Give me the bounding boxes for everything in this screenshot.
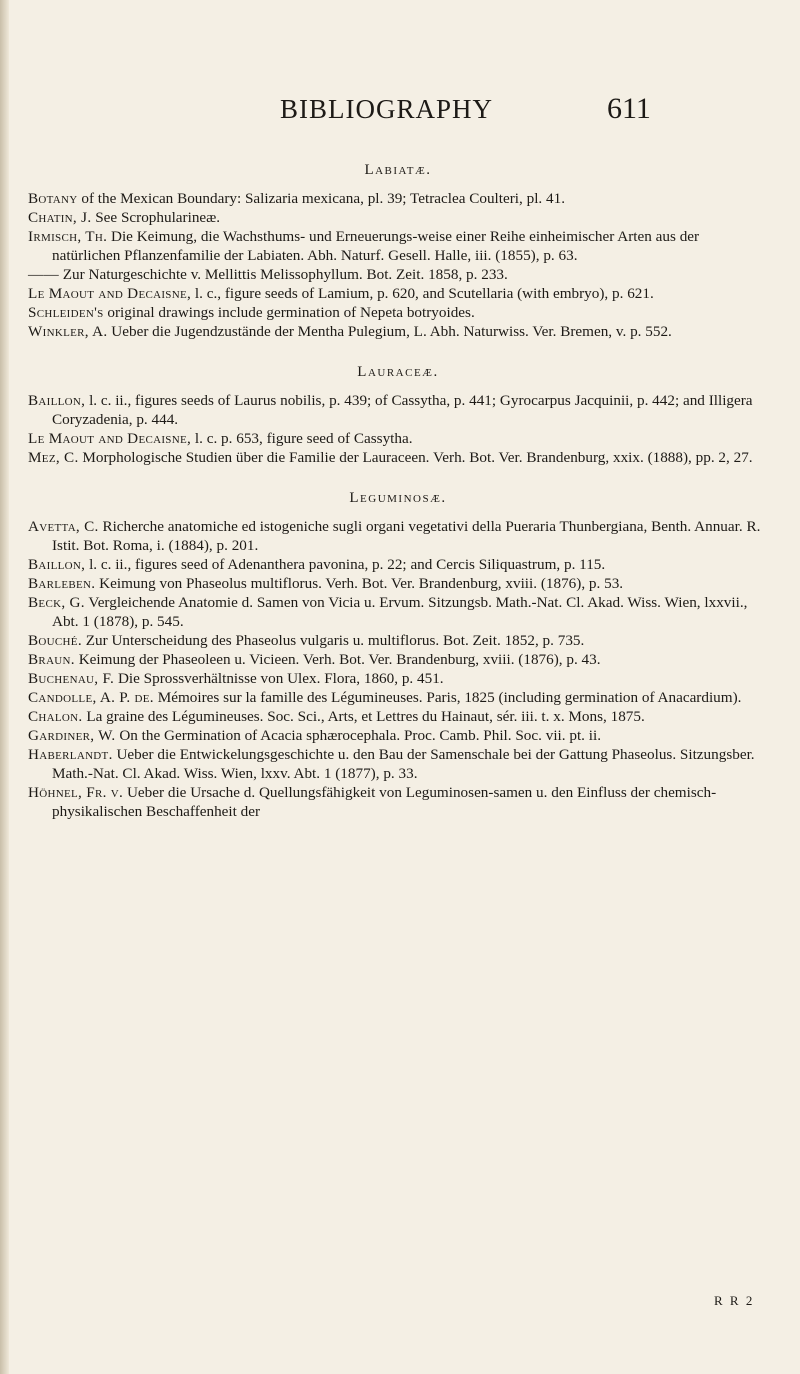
section-heading: Leguminosæ. xyxy=(349,490,447,506)
entry-author: Botany xyxy=(28,190,78,207)
bibliography-entry xyxy=(28,189,768,208)
bibliography-entry xyxy=(28,517,768,555)
entry-text: Ueber die Entwickelungsgeschichte u. den Bau der Samenschale bei der Gattung Phaseolus. Sitzungsber. Math.-Nat. Cl. Akad. Wiss. Wien, lxxv. Abt. 1 (1877), p. 33. xyxy=(52,746,755,782)
entry-text: Die Sprossverhältnisse von Ulex. Flora, 1860, p. 451. xyxy=(114,670,444,687)
entry-author: Avetta, C. xyxy=(28,518,99,535)
entry-text: Ueber die Jugendzustände der Mentha Pulegium, L. Abh. Naturwiss. Ver. Bremen, v. p. 552. xyxy=(107,323,672,340)
entry-text: original drawings include germination of Nepeta botryoides. xyxy=(103,304,475,321)
entry-author: Braun. xyxy=(28,651,75,668)
entry-text: l. c., figure seeds of Lamium, p. 620, and Scutellaria (with embryo), p. 621. xyxy=(191,285,654,302)
entry-text: Mémoires sur la famille des Légumineuses. Paris, 1825 (including germination of Anacardium). xyxy=(153,689,742,706)
section-heading: Lauraceæ. xyxy=(357,364,439,380)
bibliography-entry xyxy=(28,745,768,783)
entry-text: Zur Unterscheidung des Phaseolus vulgaris u. multiflorus. Bot. Zeit. 1852, p. 735. xyxy=(81,632,585,649)
bibliography-entry xyxy=(28,208,768,227)
bibliography-entry xyxy=(28,303,768,322)
entry-author: Candolle, A. P. de. xyxy=(28,689,154,706)
bibliography-entry xyxy=(28,650,768,669)
entry-author: Chatin, J. xyxy=(28,209,92,226)
bibliography-entry xyxy=(28,265,768,284)
entry-text: La graine des Légumineuses. Soc. Sci., Arts, et Lettres du Hainaut, sér. iii. t. x. Mons, 1875. xyxy=(82,708,645,725)
bibliography-entry xyxy=(28,555,768,574)
entry-text: Keimung der Phaseoleen u. Vicieen. Verh. Bot. Ver. Brandenburg, xviii. (1876), p. 43. xyxy=(74,651,601,668)
bibliography-entry xyxy=(28,726,768,745)
page-binding-edge xyxy=(0,0,9,1374)
entry-text: Richerche anatomiche ed istogeniche sugli organi vegetativi della Pueraria Thunbergiana, Benth. Annuar. R. Istit. Bot. Roma, i. (1884), p. 201. xyxy=(52,518,761,554)
bibliography-entry xyxy=(28,707,768,726)
bibliography-entry xyxy=(28,284,768,303)
bibliography-entry xyxy=(28,593,768,631)
entry-author: Barleben. xyxy=(28,575,96,592)
bibliography-entry xyxy=(28,631,768,650)
bibliography-entry xyxy=(28,227,768,265)
bibliography-entry xyxy=(28,448,768,467)
section-labiatae xyxy=(28,161,768,341)
entry-author: Le Maout and Decaisne, xyxy=(28,285,192,302)
entry-author: Beck, G. xyxy=(28,594,85,611)
entry-author: Haberlandt. xyxy=(28,746,113,763)
entry-author: Buchenau, F. xyxy=(28,670,115,687)
entry-author: —— xyxy=(28,266,59,283)
bibliography-entry xyxy=(28,669,768,688)
entry-text: Keimung von Phaseolus multiflorus. Verh. Bot. Ver. Brandenburg, xviii. (1876), p. 53. xyxy=(95,575,624,592)
entry-text: Die Keimung, die Wachsthums- und Erneuerungs-weise einer Reihe einheimischer Arten aus der natürlichen Pflanzenfamilie der Labiaten. Abh. Naturf. Gesell. Halle, iii. (1855), p. 63. xyxy=(52,228,700,264)
page-number: 611 xyxy=(607,92,651,125)
entry-author: Gardiner, W. xyxy=(28,727,116,744)
entry-text: Morphologische Studien über die Familie der Lauraceen. Verh. Bot. Ver. Brandenburg, xxix. (1888), pp. 2, 27. xyxy=(78,449,753,466)
entry-text: l. c. ii., figures seeds of Laurus nobilis, p. 439; of Cassytha, p. 441; Gyrocarpus Jacquinii, p. 442; and Illigera Coryzadenia, p. 444. xyxy=(52,392,753,428)
running-title: BIBLIOGRAPHY xyxy=(280,94,494,124)
entry-author: Winkler, A. xyxy=(28,323,108,340)
entry-text: Ueber die Ursache d. Quellungsfähigkeit von Leguminosen-samen u. den Einfluss der chemisch-physikalischen Beschaffenheit der xyxy=(52,784,717,820)
section-heading: Labiatæ. xyxy=(364,162,432,178)
entry-text: l. c. ii., figures seed of Adenanthera pavonina, p. 22; and Cercis Siliquastrum, p. 115. xyxy=(85,556,606,573)
entry-author: Baillon, xyxy=(28,556,86,573)
entry-author: Le Maout and Decaisne, xyxy=(28,430,192,447)
section-leguminosae xyxy=(28,489,768,821)
bibliography-entry xyxy=(28,391,768,429)
entry-text: Vergleichende Anatomie d. Samen von Vicia u. Ervum. Sitzungsb. Math.-Nat. Cl. Akad. Wiss. Wien, lxxvii., Abt. 1 (1878), p. 545. xyxy=(52,594,748,630)
bibliography-entry xyxy=(28,429,768,448)
bibliography-content xyxy=(28,161,768,821)
bibliography-entry xyxy=(28,322,768,341)
entry-author: Schleiden's xyxy=(28,304,104,321)
entry-author: Chalon. xyxy=(28,708,83,725)
entry-author: Baillon, xyxy=(28,392,86,409)
entry-text: of the Mexican Boundary: Salizaria mexicana, pl. 39; Tetraclea Coulteri, pl. 41. xyxy=(77,190,565,207)
section-lauraceae xyxy=(28,363,768,467)
entry-author: Bouché. xyxy=(28,632,82,649)
entry-text: See Scrophularineæ. xyxy=(91,209,221,226)
entry-author: Höhnel, Fr. v. xyxy=(28,784,124,801)
bibliography-entry xyxy=(28,688,768,707)
signature-mark: R R 2 xyxy=(714,1293,755,1308)
entry-author: Irmisch, Th. xyxy=(28,228,108,245)
entry-author: Mez, C. xyxy=(28,449,79,466)
entry-text: Zur Naturgeschichte v. Mellittis Melissophyllum. Bot. Zeit. 1858, p. 233. xyxy=(58,266,508,283)
bibliography-entry xyxy=(28,783,768,821)
running-head xyxy=(0,94,800,134)
entry-text: On the Germination of Acacia sphærocephala. Proc. Camb. Phil. Soc. vii. pt. ii. xyxy=(115,727,602,744)
bibliography-entry xyxy=(28,574,768,593)
entry-text: l. c. p. 653, figure seed of Cassytha. xyxy=(191,430,413,447)
